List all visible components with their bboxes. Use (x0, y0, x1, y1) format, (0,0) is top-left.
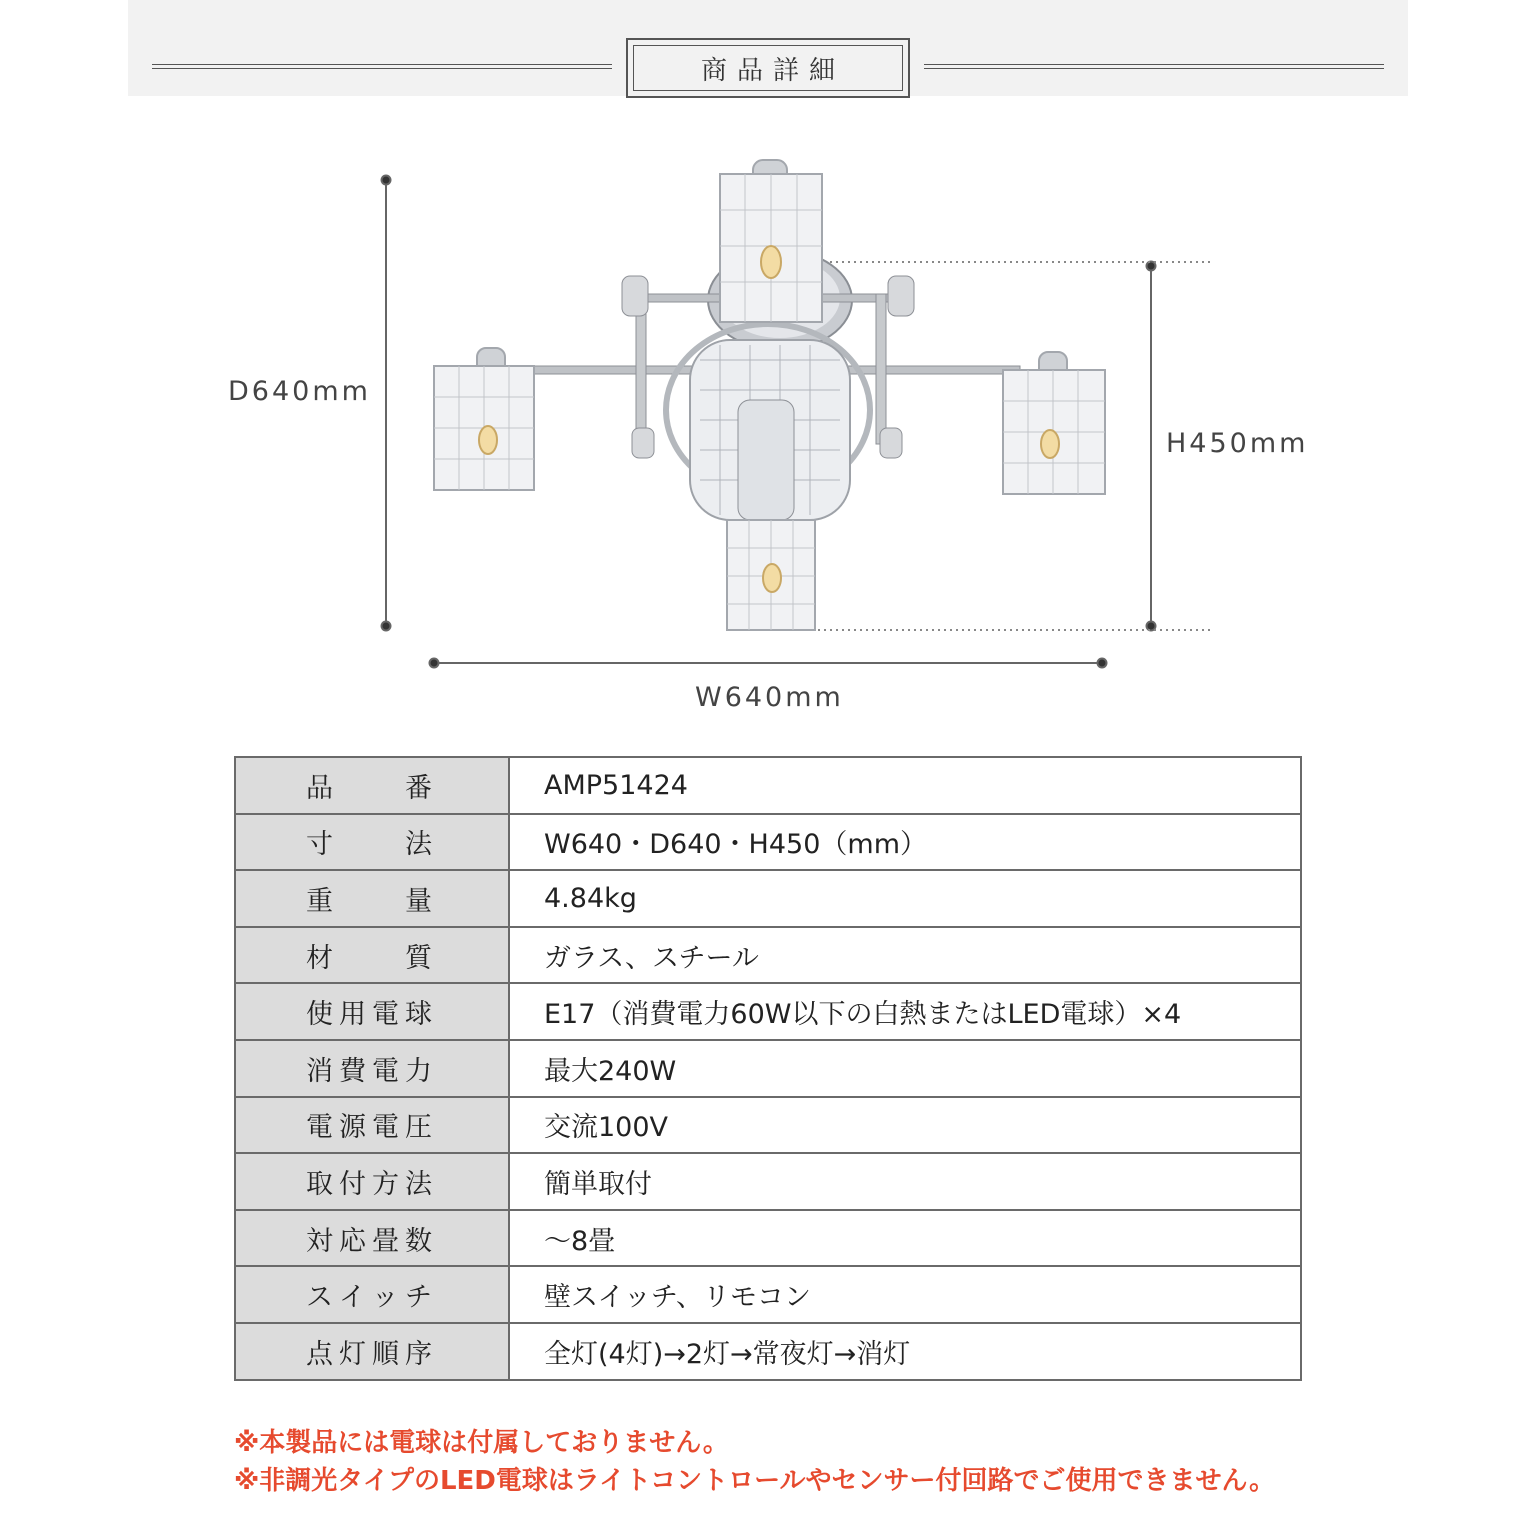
shade-left (434, 348, 534, 490)
spec-label: 品番 (235, 757, 509, 814)
width-label: W640mm (695, 682, 844, 713)
table-row (235, 983, 1301, 1040)
note-non-dimmable-led: ※非調光タイプのLED電球はライトコントロールやセンサー付回路でご使用できません。 (234, 1466, 1276, 1496)
spec-value: W640・D640・H450（mm） (509, 814, 1301, 871)
spec-label: 電源電圧 (235, 1097, 509, 1154)
spec-label: 取付方法 (235, 1153, 509, 1210)
spec-value: ガラス、スチール (509, 927, 1301, 984)
table-row (235, 1040, 1301, 1097)
width-dimension-line (430, 659, 1107, 668)
spec-label: 重量 (235, 870, 509, 927)
spec-label: 使用電球 (235, 983, 509, 1040)
spec-label: 対応畳数 (235, 1210, 509, 1267)
chandelier-illustration (434, 160, 1105, 630)
spec-value: 壁スイッチ、リモコン (509, 1266, 1301, 1323)
shade-bottom (727, 520, 815, 630)
table-row (235, 1266, 1301, 1323)
table-row (235, 1210, 1301, 1267)
table-row (235, 1153, 1301, 1210)
height-label: H450mm (1166, 428, 1309, 459)
product-dimension-diagram (0, 0, 1536, 740)
spec-value: 4.84kg (509, 870, 1301, 927)
spec-label: 消費電力 (235, 1040, 509, 1097)
table-row (235, 1097, 1301, 1154)
section-title: 商品詳細 (633, 45, 903, 91)
spec-value: E17（消費電力60W以下の白熱またはLED電球）×4 (509, 983, 1301, 1040)
spec-value: ～8畳 (509, 1210, 1301, 1267)
spec-value: 簡単取付 (509, 1153, 1301, 1210)
table-row (235, 1323, 1301, 1380)
spec-value: 全灯(4灯)→2灯→常夜灯→消灯 (509, 1323, 1301, 1380)
table-row (235, 814, 1301, 871)
note-bulb-not-included: ※本製品には電球は付属しておりません。 (234, 1428, 729, 1458)
spec-label: 材質 (235, 927, 509, 984)
spec-value: AMP51424 (509, 757, 1301, 814)
table-row (235, 870, 1301, 927)
spec-table (234, 756, 1302, 1381)
shade-top (720, 160, 822, 322)
depth-dimension-line (382, 176, 391, 631)
spec-label: 点灯順序 (235, 1323, 509, 1380)
table-row (235, 927, 1301, 984)
spec-label: スイッチ (235, 1266, 509, 1323)
depth-label: D640mm (228, 376, 371, 407)
table-row (235, 757, 1301, 814)
spec-label: 寸法 (235, 814, 509, 871)
spec-value: 交流100V (509, 1097, 1301, 1154)
shade-right (1003, 352, 1105, 494)
spec-value: 最大240W (509, 1040, 1301, 1097)
